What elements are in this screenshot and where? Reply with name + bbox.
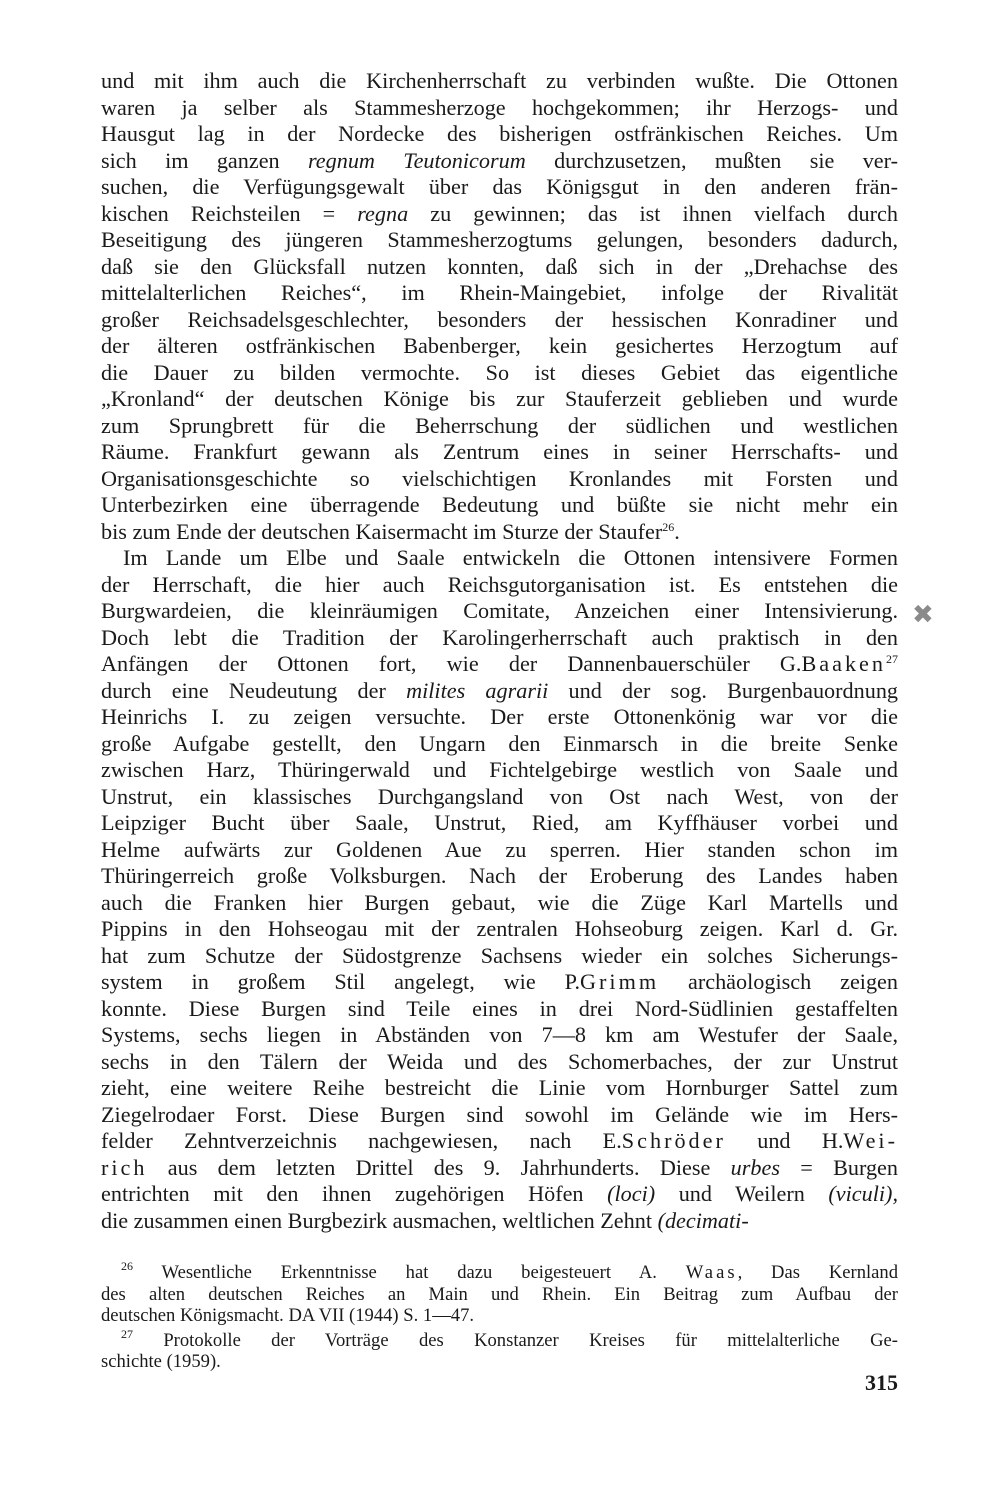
- text-line: system in großem Stil angelegt, wie P.Grimm archäologisch zeigen: [101, 969, 898, 994]
- text-line: Burgwardeien, die kleinräumigen Comitate, Anzeichen einer Intensivierung.: [101, 598, 898, 623]
- text-line: zieht, eine weitere Reihe bestreicht die Linie vom Hornburger Sattel zum: [101, 1075, 898, 1100]
- main-text: [101, 68, 898, 1234]
- text-line: Doch lebt die Tradition der Karolingerherrschaft auch praktisch in den: [101, 624, 898, 650]
- text-line: sich im ganzen regnum Teutonicorum durchzusetzen, mußten sie ver-: [101, 147, 898, 173]
- text-line: „Kronland“ der deutschen Könige bis zur Stauferzeit geblieben und wurde: [101, 386, 898, 411]
- text-line: große Aufgabe gestellt, den Ungarn den Einmarsch in die breite Senke: [101, 730, 898, 756]
- footnote-27: [101, 1326, 898, 1373]
- text-line: sechs in den Tälern der Weida und des Schomerbaches, der zur Unstrut: [101, 1048, 898, 1074]
- text-line: $^{27}$ Protokolle der Vorträge des Konstanzer Kreises für mittelalterliche Ge-: [121, 1326, 898, 1351]
- text-line: bis zum Ende der deutschen Kaisermacht im Sturze der Staufer$^{26}$.: [101, 518, 680, 544]
- text-line: konnte. Diese Burgen sind Teile eines in drei Nord-Südlinien gestaffelten: [101, 995, 898, 1021]
- text-line: kischen Reichsteilen = regna zu gewinnen; das ist ihnen vielfach durch: [101, 200, 898, 226]
- footnote-ref: 27: [121, 1326, 133, 1341]
- text-line: Im Lande um Elbe und Saale entwickeln die Ottonen intensivere Formen: [123, 545, 898, 570]
- italic-term: regna: [357, 200, 409, 226]
- text-line: deutschen Königsmacht. DA VII (1944) S. 1—47.: [101, 1305, 475, 1326]
- spaced-name: Baaken: [801, 651, 886, 676]
- text-line: zum Sprungbrett für die Beherrschung der südlichen und westlichen: [101, 412, 898, 438]
- text-line: Hausgut lag in der Nordecke des bisherigen ostfränkischen Reiches. Um: [101, 121, 898, 146]
- text-line: Pippins in den Hohseogau mit der zentralen Hohseoburg zeigen. Karl d. Gr.: [101, 916, 898, 941]
- text-line: rich aus dem letzten Drittel des 9. Jahrhunderts. Diese urbes = Burgen: [101, 1154, 898, 1180]
- spaced-name: Grimm: [580, 969, 660, 994]
- text-line: auch die Franken hier Burgen gebaut, wie die Züge Karl Martells und: [101, 889, 898, 915]
- text-line: Helme aufwärts zur Goldenen Aue zu sperren. Hier standen schon im: [101, 836, 898, 862]
- text-line: Unstrut, ein klassisches Durchgangsland von Ost nach West, von der: [101, 783, 898, 809]
- spaced-name: Schröder: [621, 1128, 726, 1153]
- text-line: durch eine Neudeutung der milites agrarii und der sog. Burgenbauordnung: [101, 677, 899, 703]
- text-line: Organisationsgeschichte so vielschichtigen Kronlandes mit Forsten und: [101, 465, 898, 491]
- text-line: mittelalterlichen Reiches“, im Rhein-Maingebiet, infolge der Rivalität: [101, 280, 898, 305]
- text-line: entrichten mit den ihnen zugehörigen Höfen (loci) und Weilern (viculi),: [101, 1181, 898, 1206]
- italic-term: (viculi),: [828, 1181, 898, 1206]
- italic-term: milites agrarii: [406, 677, 549, 703]
- footnote-ref: 26: [662, 519, 675, 534]
- footnotes: [101, 1259, 899, 1376]
- text-line: waren ja selber als Stammesherzoge hochgekommen; ihr Herzogs- und: [101, 94, 898, 120]
- text-line: suchen, die Verfügungsgewalt über das Königsgut in den anderen frän-: [101, 174, 898, 199]
- text-line: Heinrichs I. zu zeigen versuchte. Der erste Ottonenkönig war vor die: [101, 704, 898, 729]
- footnote-ref: 26: [121, 1259, 133, 1273]
- text-line: Beseitigung des jüngeren Stammesherzogtums gelungen, besonders dadurch,: [101, 227, 898, 252]
- italic-term: regnum Teutonicorum: [307, 147, 526, 173]
- text-line: Ziegelrodaer Forst. Diese Burgen sind sowohl im Gelände wie im Hers-: [101, 1101, 898, 1127]
- italic-term: (decimati-: [657, 1207, 749, 1233]
- italic-term: urbes: [730, 1154, 780, 1180]
- text-line: $^{26}$ Wesentliche Erkenntnisse hat dazu beigesteuert A. Waas, Das Kernland: [121, 1259, 899, 1283]
- text-line: felder Zehntverzeichnis nachgewiesen, nach E.Schröder und H.Wei-: [101, 1128, 898, 1153]
- text-line: Unterbezirken eine überragende Bedeutung und büßte sie nicht mehr ein: [101, 492, 898, 517]
- italic-term: (loci): [607, 1181, 656, 1206]
- footnote-26: [101, 1259, 899, 1327]
- text-line: der älteren ostfränkischen Babenberger, kein gesichertes Herzogtum auf: [101, 333, 898, 358]
- spaced-name: Wei-: [843, 1128, 898, 1153]
- text-line: daß sie den Glücksfall nutzen konnten, daß sich in der „Drehachse des: [101, 253, 898, 279]
- paragraph-1: [101, 68, 898, 545]
- footnote-ref: 27: [886, 652, 898, 666]
- text-line: die Dauer zu bilden vermochte. So ist dieses Gebiet das eigentliche: [101, 359, 898, 385]
- margin-pencil-mark: ✖: [912, 600, 934, 630]
- spaced-name: rich: [101, 1154, 148, 1180]
- spaced-name: Waas: [685, 1262, 738, 1283]
- text-line: und mit ihm auch die Kirchenherrschaft zu verbinden wußte. Die Ottonen: [101, 68, 898, 93]
- text-line: großer Reichsadelsgeschlechter, besonders der hessischen Konradiner und: [101, 306, 898, 332]
- text-line: des alten deutschen Reiches an Main und Rhein. Ein Beitrag zum Aufbau der: [101, 1283, 898, 1305]
- text-line: hat zum Schutze der Südostgrenze Sachsens wieder ein solches Sicherungs-: [101, 942, 898, 968]
- text-line: der Herrschaft, die hier auch Reichsgutorganisation ist. Es entstehen die: [101, 571, 898, 597]
- text-line: Systems, sechs liegen in Abständen von 7—8 km am Westufer der Saale,: [101, 1022, 898, 1047]
- text-line: zwischen Harz, Thüringerwald und Fichtelgebirge westlich von Saale und: [101, 757, 898, 782]
- text-line: die zusammen einen Burgbezirk ausmachen, weltlichen Zehnt (decimati-: [101, 1207, 749, 1233]
- text-line: Räume. Frankfurt gewann als Zentrum eines in seiner Herrschafts- und: [101, 439, 898, 464]
- paragraph-2: [101, 545, 898, 1234]
- page-number: 315: [865, 1370, 898, 1395]
- text-line: Thüringerreich große Volksburgen. Nach der Eroberung des Landes haben: [101, 863, 898, 888]
- text-line: schichte (1959).: [101, 1351, 221, 1372]
- text-line: Anfängen der Ottonen fort, wie der Dannenbauerschüler G.Baaken$^{27}$: [101, 651, 898, 676]
- text-line: Leipziger Bucht über Saale, Unstrut, Ried, am Kyffhäuser vorbei und: [101, 810, 898, 835]
